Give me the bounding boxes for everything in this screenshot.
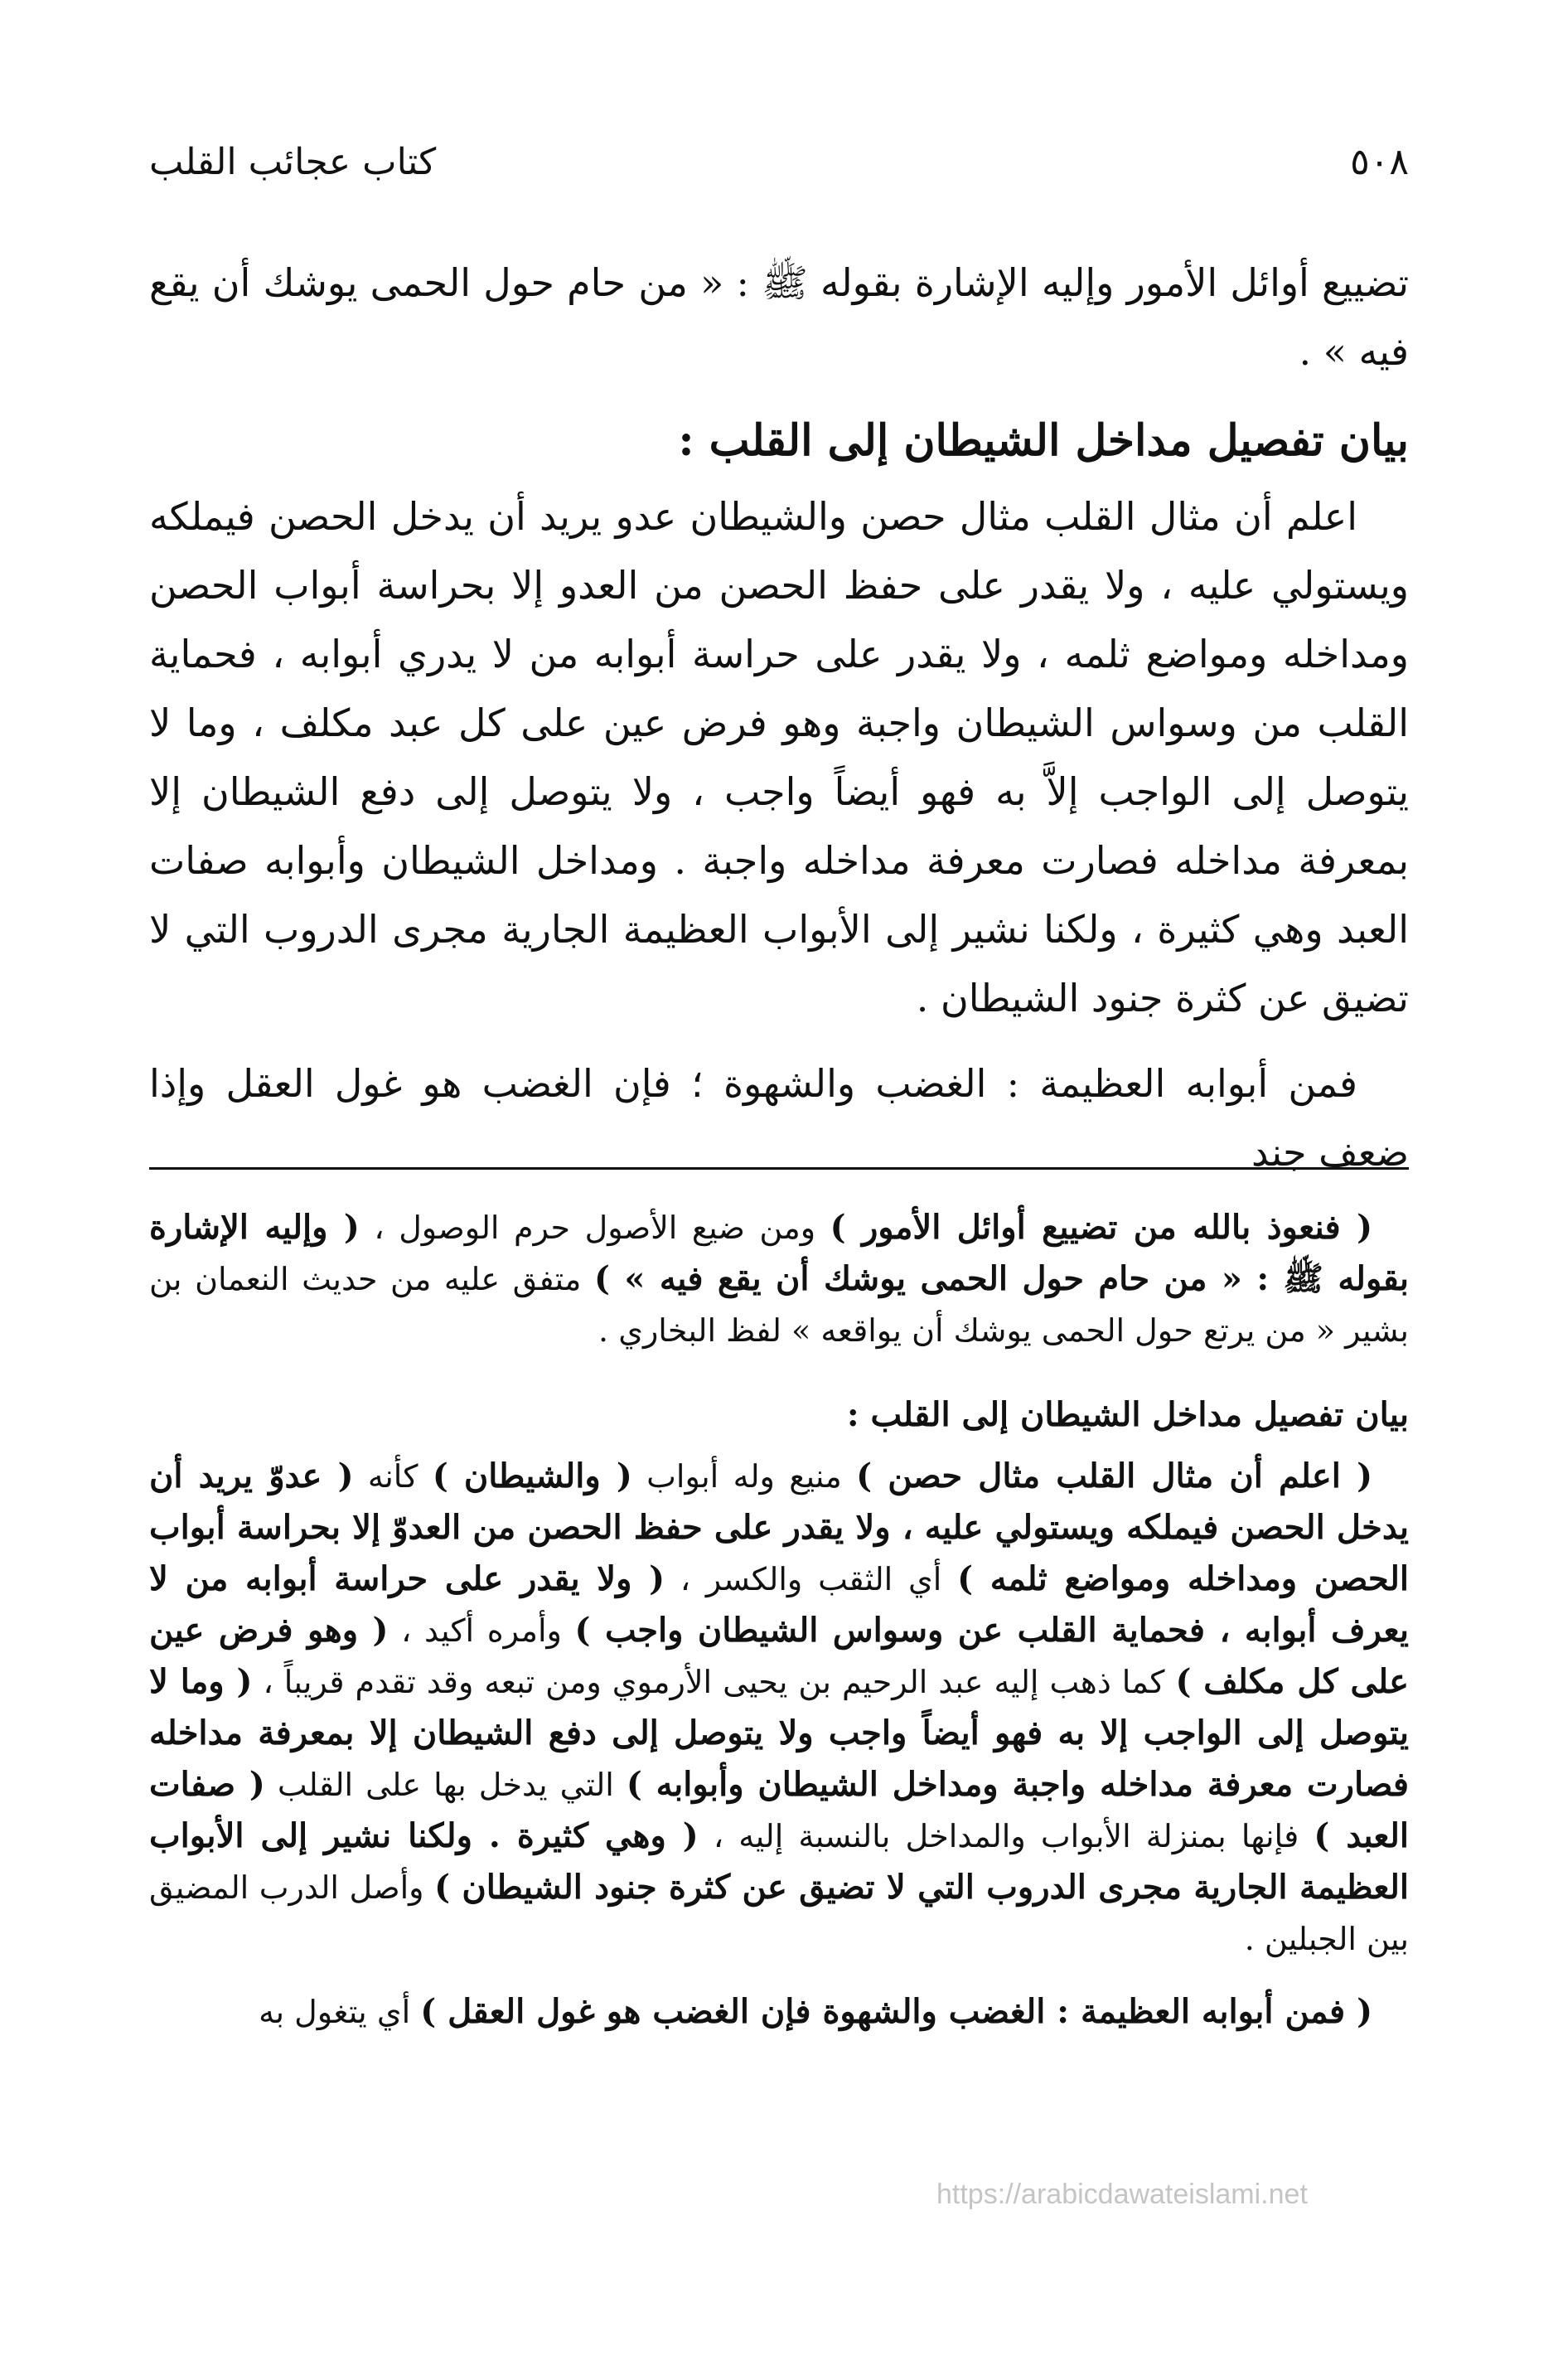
section-heading: بيان تفصيل مداخل الشيطان إلى القلب : <box>678 415 1409 466</box>
quoted-text: ( وهي كثيرة . ولكنا نشير إلى الأبواب العظيمة الجارية مجرى الدروب التي لا تضيق عن كثرة جنود الشيطان ) <box>149 1816 1409 1907</box>
footnote-divider <box>149 1167 1409 1170</box>
commentary-text-run: كأنه <box>353 1458 433 1495</box>
commentary-text-run: متفق عليه من حديث النعمان بن بشير « من يرتع حول الحمى يوشك أن يواقعه » لفظ البخاري . <box>149 1261 1409 1349</box>
main-paragraph-2: اعلم أن مثال القلب مثال حصن والشيطان عدو يريد أن يدخل الحصن فيملكه ويستولي عليه ، ولا يقدر على حفظ الحصن من العدو إلا بحراسة أبواب الحصن ومداخله ومواضع ثلمه ، ولا يقدر على حراسة أبوابه من لا يدري أبوابه ، فحماية القلب من وسواس الشيطان واجبة وهو فرض عين على كل عبد مكلف ، وما لا يتوصل إلى الواجب إلاَّ به فهو أيضاً واجب ، ولا يتوصل إلى دفع الشيطان إلا بمعرفة مداخله فصارت معرفة مداخله واجبة . ومداخل الشيطان وأبوابه صفات العبد وهي كثيرة ، ولكنا نشير إلى الأبواب العظيمة الجارية مجرى الدروب التي لا تضيق عن كثرة جنود الشيطان . <box>149 494 1409 1020</box>
commentary-text-run: أي يتغول به <box>259 1994 421 2030</box>
commentary-text-run: فإنها بمنزلة الأبواب والمداخل بالنسبة إليه ، <box>698 1818 1314 1854</box>
quoted-text: ( وهو فرض عين على كل مكلف ) <box>149 1611 1409 1701</box>
commentary-text-run: وأصل الدرب المضيق بين الجبلين . <box>149 1869 1409 1957</box>
page-header <box>149 133 1409 191</box>
quoted-text: ( وإليه الإشارة بقوله ﷺ : « من حام حول الحمى يوشك أن يقع فيه » ) <box>149 1208 1409 1298</box>
commentary-paragraph-2 <box>149 1451 1409 1965</box>
quoted-text: ( صفات العبد ) <box>149 1765 1410 1855</box>
quoted-text: ( فنعوذ بالله من تضييع أوائل الأمور ) <box>830 1208 1372 1247</box>
page-number: ٥٠٨ <box>1350 140 1409 183</box>
book-title: كتاب عجائب القلب <box>149 140 437 183</box>
commentary-text-run: كما ذهب إليه عبد الرحيم بن يحيى الأرموي ومن تبعه وقد تقدم قريباً ، <box>252 1664 1176 1700</box>
quoted-text: ( فمن أبوابه العظيمة : الغضب والشهوة فإن الغضب هو غول العقل ) <box>420 1992 1372 2031</box>
commentary-text-run: وأمره أكيد ، <box>388 1612 575 1649</box>
watermark-url: https://arabicdawateislami.net <box>936 2179 1308 2210</box>
commentary-paragraph-3 <box>149 1986 1409 2038</box>
commentary-text <box>149 1202 1409 2038</box>
quoted-text: ( اعلم أن مثال القلب مثال حصن ) <box>856 1457 1373 1495</box>
commentary-paragraph-1 <box>149 1202 1409 1356</box>
quoted-text: ( وما لا يتوصل إلى الواجب إلا به فهو أيضاً واجب ولا يتوصل إلى دفع الشيطان إلا بمعرفة مداخله فصارت معرفة مداخله واجبة ومداخل الشيطان وأبوابه ) <box>149 1662 1409 1804</box>
quoted-text: ( ولا يقدر على حراسة أبوابه من لا يعرف أبوابه ، فحماية القلب عن وسواس الشيطان واجب ) <box>149 1559 1409 1650</box>
commentary-text-run: أي الثقب والكسر ، <box>665 1561 958 1597</box>
main-paragraph-3: فمن أبوابه العظيمة : الغضب والشهوة ؛ فإن الغضب هو غول العقل وإذا ضعف جند <box>149 1061 1409 1175</box>
commentary-text-run: ومن ضيع الأصول حرم الوصول ، <box>359 1209 830 1246</box>
quoted-text: ( عدوّ يريد أن يدخل الحصن فيملكه ويستولي عليه ، ولا يقدر على حفظ الحصن من العدوّ إلا بحراسة أبواب الحصن ومداخله ومواضع ثلمه ) <box>149 1457 1410 1598</box>
main-paragraph-1: تضييع أوائل الأمور وإليه الإشارة بقوله ﷺ : « من حام حول الحمى يوشك أن يقع فيه » . <box>149 260 1409 374</box>
quoted-text: ( والشيطان ) <box>432 1457 632 1495</box>
main-text <box>149 249 1409 1187</box>
commentary-heading: بيان تفصيل مداخل الشيطان إلى القلب : <box>846 1395 1409 1434</box>
commentary-text-run: التي يدخل بها على القلب <box>264 1767 627 1803</box>
commentary-text-run: منيع وله أبواب <box>631 1458 857 1495</box>
